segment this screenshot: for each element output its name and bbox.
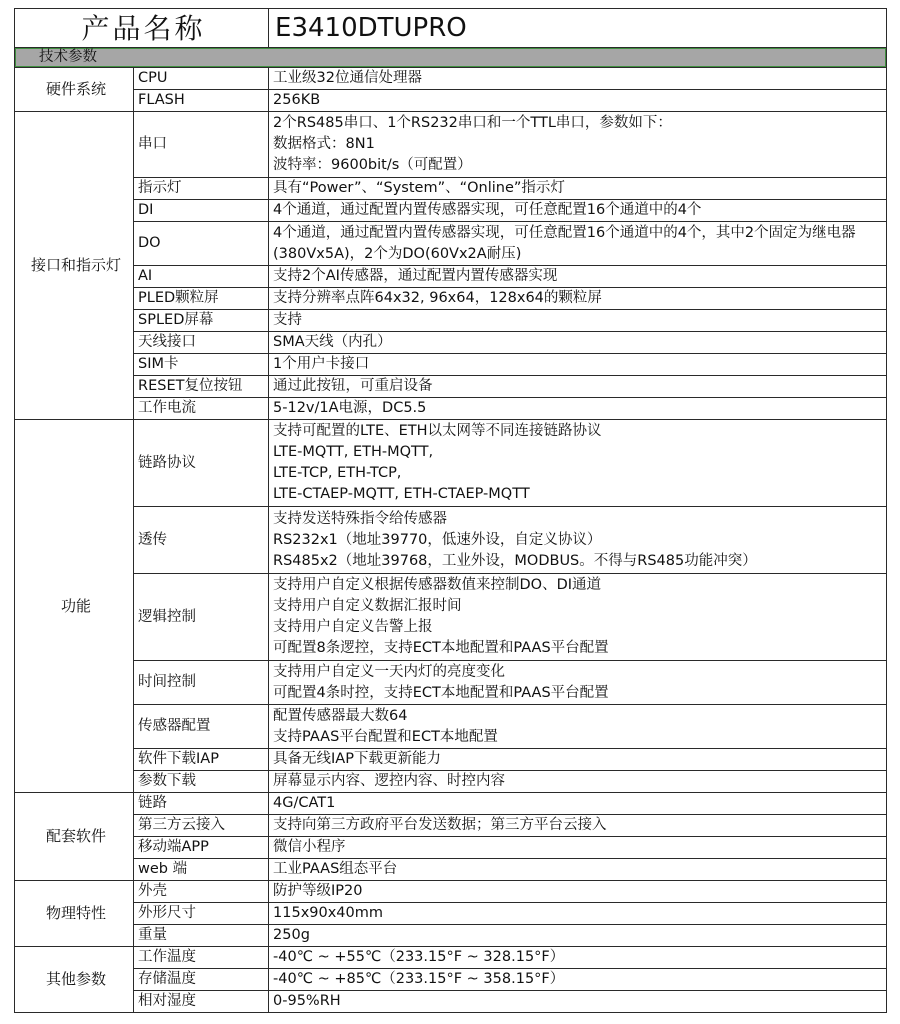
value-line: 4个通道，通过配置内置传感器实现，可任意配置16个通道中的4个 — [273, 202, 702, 218]
group-label: 配套软件 — [15, 793, 134, 881]
param-label: 链路 — [134, 793, 269, 815]
value-line: -40℃ ~ +85℃（233.15°F ~ 358.15°F） — [273, 971, 565, 987]
param-label: 透传 — [134, 507, 269, 574]
param-label: DO — [134, 222, 269, 266]
table-row — [15, 266, 887, 288]
group-label: 其他参数 — [15, 947, 134, 1013]
value-line: 支持用户自定义根据传感器数值来控制DO、DI通道 — [273, 577, 602, 593]
value-line: 支持 — [273, 312, 303, 328]
table-row — [15, 903, 887, 925]
param-label: 重量 — [134, 925, 269, 947]
param-label: web 端 — [134, 859, 269, 881]
param-label: 工作电流 — [134, 398, 269, 420]
param-value — [269, 222, 887, 266]
table-row — [15, 815, 887, 837]
value-line: 防护等级IP20 — [273, 883, 363, 899]
param-value — [269, 661, 887, 705]
param-value — [269, 376, 887, 398]
table-row — [15, 310, 887, 332]
table-row — [15, 288, 887, 310]
value-line: 可配置4条时控，支持ECT本地配置和PAAS平台配置 — [273, 684, 609, 701]
table-row — [15, 112, 887, 178]
value-line: 具有“Power”、“System”、“Online”指示灯 — [273, 180, 565, 196]
group-label: 接口和指示灯 — [15, 112, 134, 420]
table-row — [15, 507, 887, 574]
value-line: LTE-MQTT, ETH-MQTT, — [273, 444, 434, 460]
param-value — [269, 815, 887, 837]
param-value — [269, 837, 887, 859]
table-row — [15, 771, 887, 793]
param-value — [269, 398, 887, 420]
value-line: 250g — [273, 927, 310, 943]
table-row — [15, 991, 887, 1013]
param-label: DI — [134, 200, 269, 222]
param-label: PLED颗粒屏 — [134, 288, 269, 310]
table-row — [15, 376, 887, 398]
value-line: 可配置8条逻控，支持ECT本地配置和PAAS平台配置 — [273, 640, 609, 656]
value-line: 256KB — [273, 92, 321, 108]
param-label: 软件下载IAP — [134, 749, 269, 771]
param-value — [269, 969, 887, 991]
param-label: RESET复位按钮 — [134, 376, 269, 398]
param-label: 逻辑控制 — [134, 574, 269, 661]
table-row — [15, 793, 887, 815]
table-row — [15, 398, 887, 420]
group-label: 物理特性 — [15, 881, 134, 947]
table-row — [15, 947, 887, 969]
value-line: 工业级32位通信处理器 — [273, 70, 422, 86]
param-label: 链路协议 — [134, 420, 269, 507]
value-line: 通过此按钮，可重启设备 — [273, 378, 433, 394]
param-value — [269, 507, 887, 574]
table-row — [15, 354, 887, 376]
table-row — [15, 90, 887, 112]
value-line: RS485x2（地址39768，工业外设，MODBUS。不得与RS485功能冲突） — [273, 552, 757, 569]
param-label: 外壳 — [134, 881, 269, 903]
value-line: 数据格式：8N1 — [273, 136, 375, 152]
param-label: CPU — [134, 68, 269, 90]
param-label: SPLED屏幕 — [134, 310, 269, 332]
table-row — [15, 661, 887, 705]
table-row — [15, 178, 887, 200]
value-line: LTE-TCP, ETH-TCP, — [273, 465, 402, 481]
param-value — [269, 266, 887, 288]
table-row — [15, 68, 887, 90]
param-value — [269, 68, 887, 90]
param-value — [269, 332, 887, 354]
param-label: 第三方云接入 — [134, 815, 269, 837]
spec-table — [14, 8, 887, 1013]
value-line: 支持发送特殊指令给传感器 — [273, 510, 448, 527]
param-value — [269, 991, 887, 1013]
value-line: SMA天线（内孔） — [273, 334, 392, 350]
value-line: 屏幕显示内容、逻控内容、时控内容 — [273, 773, 506, 789]
param-value — [269, 200, 887, 222]
value-line: 支持分辨率点阵64x32, 96x64，128x64的颗粒屏 — [273, 290, 602, 306]
group-label: 硬件系统 — [15, 68, 134, 112]
value-line: 支持向第三方政府平台发送数据；第三方平台云接入 — [273, 817, 607, 833]
table-row — [15, 925, 887, 947]
value-line: 2个RS485串口、1个RS232串口和一个TTL串口，参数如下： — [273, 115, 672, 131]
param-value — [269, 749, 887, 771]
product-name-value: E3410DTUPRO — [269, 9, 887, 48]
param-value — [269, 771, 887, 793]
section-title: 技术参数 — [15, 48, 887, 68]
value-line: LTE-CTAEP-MQTT, ETH-CTAEP-MQTT — [273, 486, 530, 502]
table-row — [15, 420, 887, 507]
table-row — [15, 574, 887, 661]
param-label: 传感器配置 — [134, 705, 269, 749]
value-line: 支持可配置的LTE、ETH以太网等不同连接链路协议 — [273, 423, 602, 439]
table-row — [15, 881, 887, 903]
param-label: 存储温度 — [134, 969, 269, 991]
param-label: AI — [134, 266, 269, 288]
param-value — [269, 903, 887, 925]
table-row — [15, 749, 887, 771]
param-label: 指示灯 — [134, 178, 269, 200]
table-row — [15, 200, 887, 222]
value-line: 支持用户自定义数据汇报时间 — [273, 598, 462, 614]
param-label: 天线接口 — [134, 332, 269, 354]
param-label: SIM卡 — [134, 354, 269, 376]
param-label: 参数下载 — [134, 771, 269, 793]
param-value — [269, 420, 887, 507]
param-value — [269, 925, 887, 947]
value-line: -40℃ ~ +55℃（233.15°F ~ 328.15°F） — [273, 949, 565, 965]
table-row — [15, 837, 887, 859]
param-value — [269, 947, 887, 969]
param-value — [269, 112, 887, 178]
table-row — [15, 859, 887, 881]
value-line: 支持用户自定义一天内灯的亮度变化 — [273, 663, 506, 680]
value-line: 支持2个AI传感器，通过配置内置传感器实现 — [273, 268, 558, 284]
value-line: 配置传感器最大数64 — [273, 707, 408, 724]
param-label: FLASH — [134, 90, 269, 112]
value-line: 115x90x40mm — [273, 905, 384, 921]
value-line: 4G/CAT1 — [273, 795, 336, 811]
param-label: 串口 — [134, 112, 269, 178]
param-label: 外形尺寸 — [134, 903, 269, 925]
param-value — [269, 90, 887, 112]
value-line: 4个通道，通过配置内置传感器实现，可任意配置16个通道中的4个，其中2个固定为继电器(380Vx5A)，2个为DO(60Vx2A耐压) — [273, 224, 856, 262]
param-label: 移动端APP — [134, 837, 269, 859]
group-label: 功能 — [15, 420, 134, 793]
value-line: 微信小程序 — [273, 839, 346, 855]
value-line: 1个用户卡接口 — [273, 356, 370, 372]
table-row — [15, 332, 887, 354]
param-value — [269, 859, 887, 881]
section-header-row — [15, 48, 887, 68]
param-value — [269, 881, 887, 903]
param-label: 相对湿度 — [134, 991, 269, 1013]
title-row — [15, 9, 887, 48]
value-line: RS232x1（地址39770，低速外设，自定义协议） — [273, 531, 602, 548]
param-value — [269, 793, 887, 815]
table-row — [15, 222, 887, 266]
value-line: 5-12v/1A电源，DC5.5 — [273, 400, 427, 416]
param-value — [269, 354, 887, 376]
value-line: 0-95%RH — [273, 993, 341, 1009]
param-value — [269, 574, 887, 661]
param-value — [269, 178, 887, 200]
value-line: 具备无线IAP下载更新能力 — [273, 751, 441, 767]
value-line: 波特率：9600bit/s（可配置） — [273, 157, 472, 173]
param-value — [269, 705, 887, 749]
param-label: 时间控制 — [134, 661, 269, 705]
table-row — [15, 705, 887, 749]
param-value — [269, 310, 887, 332]
value-line: 工业PAAS组态平台 — [273, 861, 398, 877]
value-line: 支持用户自定义告警上报 — [273, 619, 433, 635]
value-line: 支持PAAS平台配置和ECT本地配置 — [273, 728, 498, 745]
param-label: 工作温度 — [134, 947, 269, 969]
param-value — [269, 288, 887, 310]
product-name-label: 产品名称 — [15, 9, 269, 48]
table-row — [15, 969, 887, 991]
